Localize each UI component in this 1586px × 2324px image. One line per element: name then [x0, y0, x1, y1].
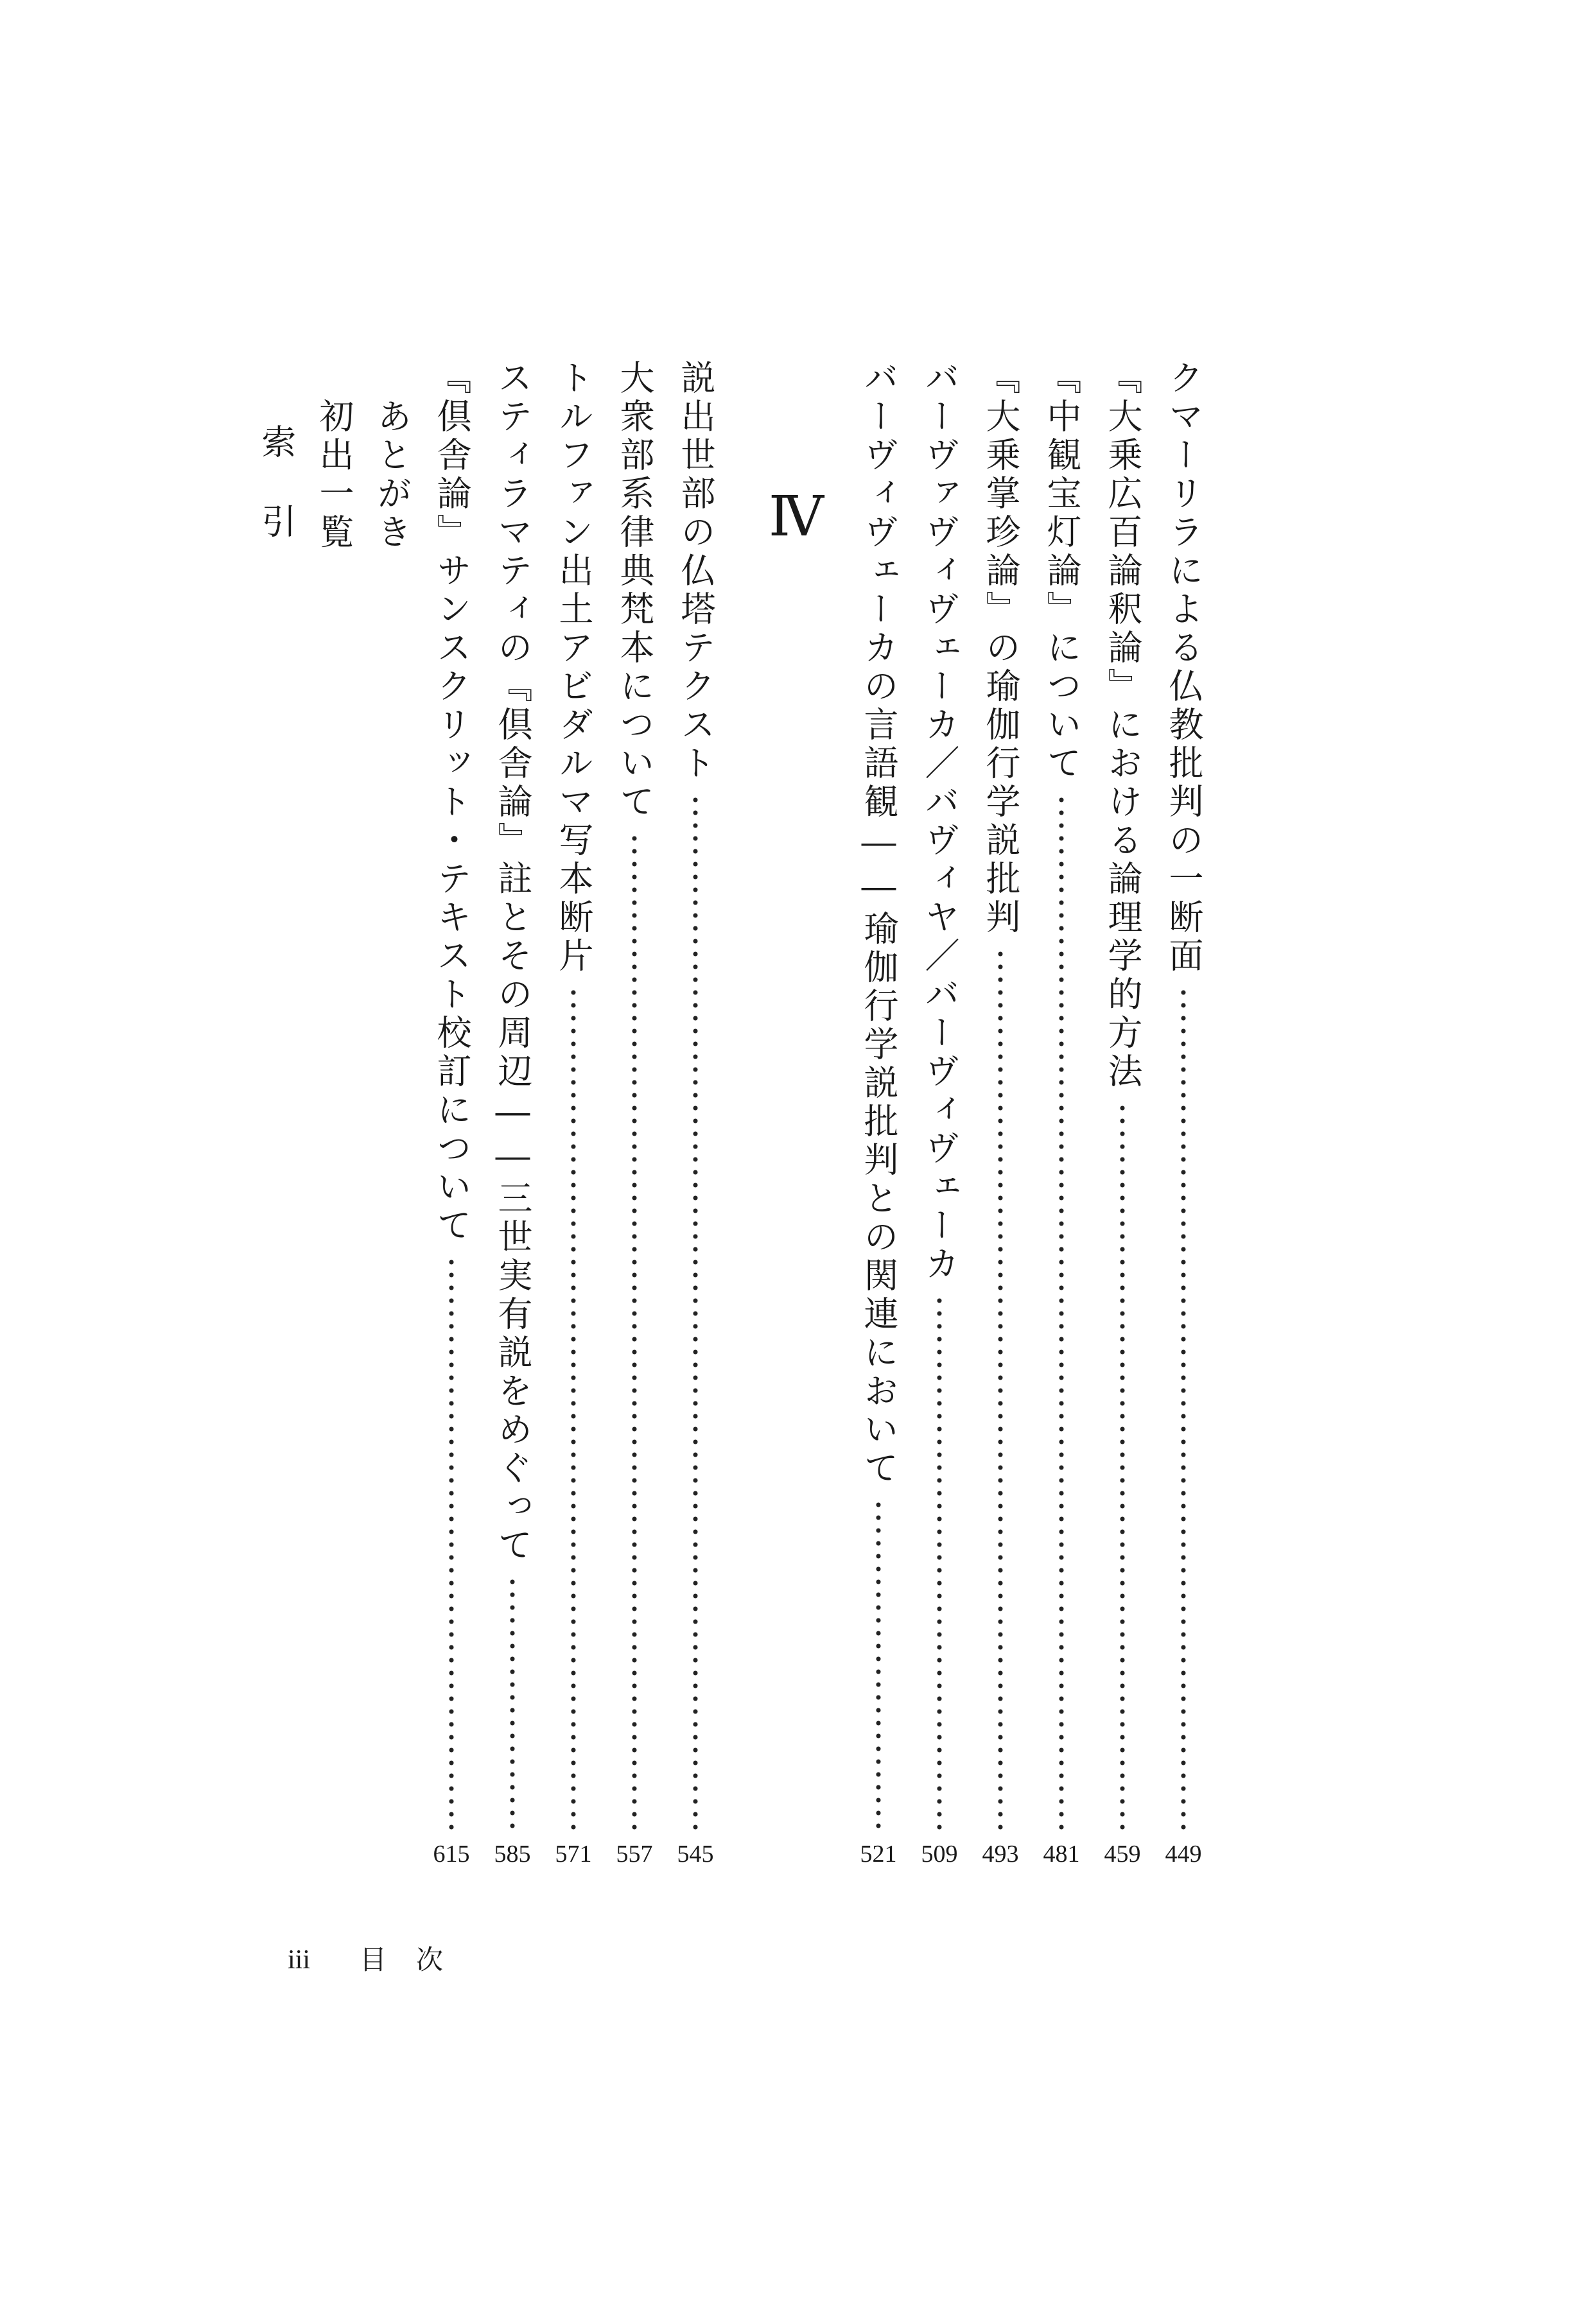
- toc-entry-page: 521: [860, 1841, 897, 1868]
- toc-entry-title: 『大乗広百論釈論』における論理学的方法: [1102, 360, 1143, 1091]
- dot-leader: [448, 1256, 455, 1831]
- toc-entry-page: 571: [555, 1841, 592, 1868]
- toc-entry: [612, 360, 657, 1868]
- page-folio: iii: [288, 1945, 311, 1975]
- toc-entry-page: 481: [1043, 1841, 1080, 1868]
- toc-entry-title: 『中観宝灯論』について: [1041, 360, 1082, 783]
- toc-entry: [429, 360, 474, 1868]
- toc-entry-page: 585: [494, 1841, 531, 1868]
- toc-entry-title: 説出世部の仏塔テクスト: [675, 360, 716, 783]
- toc-entry-title: バーヴィヴェーカの言語観――瑜伽行学説批判との関連において: [858, 360, 899, 1488]
- toc-entry: [917, 360, 962, 1868]
- dot-leader: [1058, 793, 1065, 1831]
- dot-leader: [1180, 986, 1187, 1831]
- toc-entry-title: クマーリラによる仏教批判の一断面: [1163, 360, 1204, 976]
- part-heading: Ⅳ: [769, 486, 820, 548]
- dot-leader: [570, 986, 577, 1831]
- dot-leader: [875, 1498, 882, 1831]
- toc-entry-title: 『大乗掌珍論』の瑜伽行学説批判: [980, 360, 1021, 937]
- toc-entry: [490, 360, 535, 1868]
- toc-entry-page: 615: [433, 1841, 470, 1868]
- toc-entry-page: 493: [982, 1841, 1019, 1868]
- toc-entry-page: 509: [921, 1841, 958, 1868]
- toc-entry-title: スティラマティの『倶舎論』註とその周辺――三世実有説をめぐって: [492, 360, 533, 1565]
- dot-leader: [692, 793, 699, 1831]
- toc-entry-page: 449: [1165, 1841, 1202, 1868]
- dot-leader: [997, 948, 1004, 1831]
- toc-entry-title: バーヴァヴィヴェーカ／バヴィヤ／バーヴィヴェーカ: [919, 360, 960, 1284]
- toc-entry: [978, 360, 1023, 1868]
- afterword-heading: あとがき: [372, 398, 412, 552]
- toc-entry: [551, 360, 596, 1868]
- dot-leader: [631, 832, 638, 1831]
- toc-entry: [673, 360, 718, 1868]
- toc-entry-title: 大衆部系律典梵本について: [614, 360, 655, 822]
- toc-entry: [1161, 360, 1206, 1868]
- toc-entry-title: トルファン出土アビダルマ写本断片: [553, 360, 594, 976]
- dot-leader: [936, 1294, 943, 1831]
- toc-entry-page: 459: [1104, 1841, 1141, 1868]
- toc-entry-title: 『倶舎論』サンスクリット・テキスト校訂について: [431, 360, 472, 1245]
- first-appearance-heading: 初出一覧: [314, 398, 354, 552]
- dot-leader: [509, 1575, 516, 1831]
- toc-entry-page: 557: [616, 1841, 653, 1868]
- toc-entry: [1039, 360, 1084, 1868]
- toc-entry: [856, 360, 901, 1868]
- index-heading: 索引: [256, 424, 297, 583]
- dot-leader: [1119, 1102, 1126, 1831]
- running-head: 目次: [360, 1944, 473, 1975]
- toc-entry: [1100, 360, 1145, 1868]
- toc-entry-page: 545: [677, 1841, 714, 1868]
